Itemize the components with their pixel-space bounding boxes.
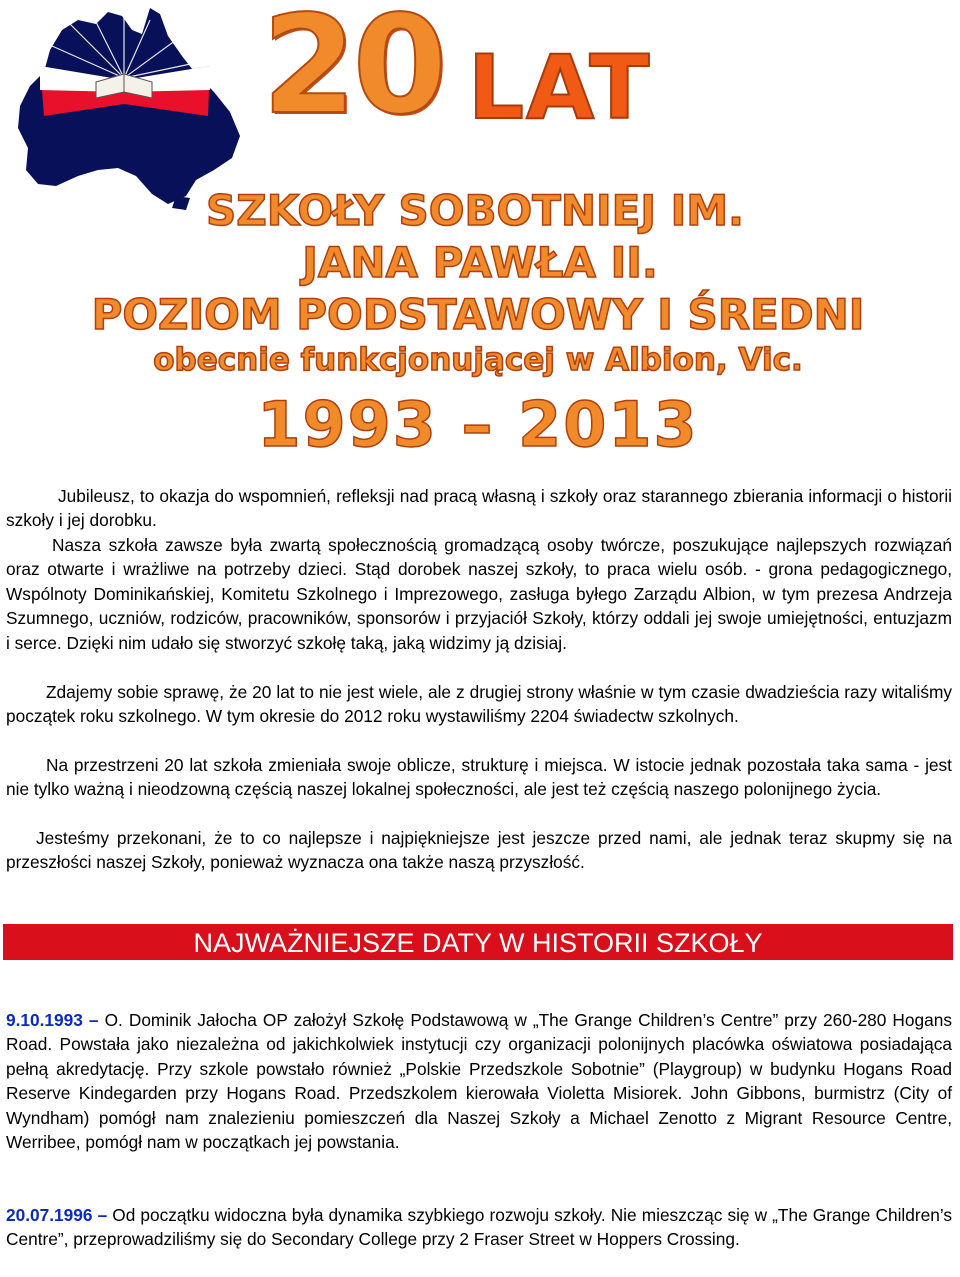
entry-text: O. Dominik Jałocha OP założył Szkołę Podstawową w „The Grange Children’s Centre” przy 260-280 Hogans Road. Powstała jako niezależna od jakichkolwiek instytucji czy organizacji polonijnych placówka oświatowa posiadająca pełną akredytację. Przy szkole powstało również „Polskie Przedszkole Sobotnie” (Playgroup) w budynku Hogans Road Reserve Kindegarden przy Hogans Road. Przedszkolem kierowała Violetta Misiorek. John Gibbons, burmistrz (City of Wyndham) pomógł nam znalezieniu pomieszczeń dla Naszej Szkoły a Michael Zenotto z Migrant Resource Centre, Werribee, pomógł nam w początkach jej powstania.: [6, 1010, 952, 1153]
lat-word: LAT: [468, 36, 652, 139]
intro-paragraph-4: Na przestrzeni 20 lat szkoła zmieniała swoje oblicze, strukturę i miejsca. W istocie jednak pozostała taka sama - jest nie tylko ważną i nieodzowną częścią naszej lokalnej społeczności, ale jest też częścią naszego polonijnego życia.: [6, 755, 952, 800]
heading-line-3: POZIOM PODSTAWOWY I ŚREDNI: [91, 290, 865, 339]
intro-paragraph-1: Jubileusz, to okazja do wspomnień, refleksji nad pracą własną i szkoły oraz starannego zbierania informacji o historii szkoły i jej dorobku.: [6, 486, 952, 531]
entry-text: Od początku widoczna była dynamika szybkiego rozwoju szkoły. Nie mieszcząc się w „The Grange Children’s Centre”, przeprowadziliśmy się do Secondary College przy 2 Fraser Street w Hoppers Crossing.: [6, 1205, 953, 1250]
entry-date: 9.10.1993 –: [6, 1010, 99, 1030]
years-range: 1993 – 2013: [257, 388, 699, 461]
section-banner: [3, 924, 953, 960]
section-title: NAJWAŻNIEJSZE DATY W HISTORII SZKOŁY: [193, 928, 763, 958]
history-entry-2: [6, 1203, 952, 1252]
history-entry-1: [6, 1008, 952, 1154]
australia-map-logo: [0, 0, 262, 212]
heading-line-1: SZKOŁY SOBOTNIEJ IM.: [206, 186, 744, 235]
entry-date: 20.07.1996 –: [6, 1205, 108, 1225]
heading-line-4: obecnie funkcjonującej w Albion, Vic.: [153, 342, 803, 378]
intro-paragraph-2: Nasza szkoła zawsze była zwartą społecznością gromadzącą osoby twórcze, poszukujące najlepszych rozwiązań oraz otwarte i wrażliwe na potrzeby dzieci. Stąd dorobek naszej szkoły, to praca wielu osób. - grona pedagogicznego, Wspólnoty Dominikańskiej, Komitetu Szkolnego i Imprezowego, zasługa byłego Zarządu Albion, w tym prezesa Andrzeja Szumnego, uczniów, rodziców, pracowników, sponsorów i przyjaciół Szkoły, którzy oddali jej swoje umiejętności, entuzjazm i serce. Dzięki nim udało się stworzyć szkołę taką, jaką widzimy ją dzisiaj.: [6, 535, 952, 653]
intro-paragraph-3: Zdajemy sobie sprawę, że 20 lat to nie jest wiele, ale z drugiej strony właśnie w tym czasie dwadzieścia razy witaliśmy początek roku szkolnego. W tym okresie do 2012 roku wystawiliśmy 2204 świadectw szkolnych.: [6, 682, 952, 727]
intro-paragraph-5: Jesteśmy przekonani, że to co najlepsze i najpiękniejsze jest jeszcze przed nami, ale jednak teraz skupmy się na przeszłości naszej Szkoły, ponieważ wyznacza ona także naszą przyszłość.: [6, 828, 952, 873]
heading-line-2: JANA PAWŁA II.: [302, 238, 658, 287]
big-20-number: 20: [262, 0, 444, 145]
